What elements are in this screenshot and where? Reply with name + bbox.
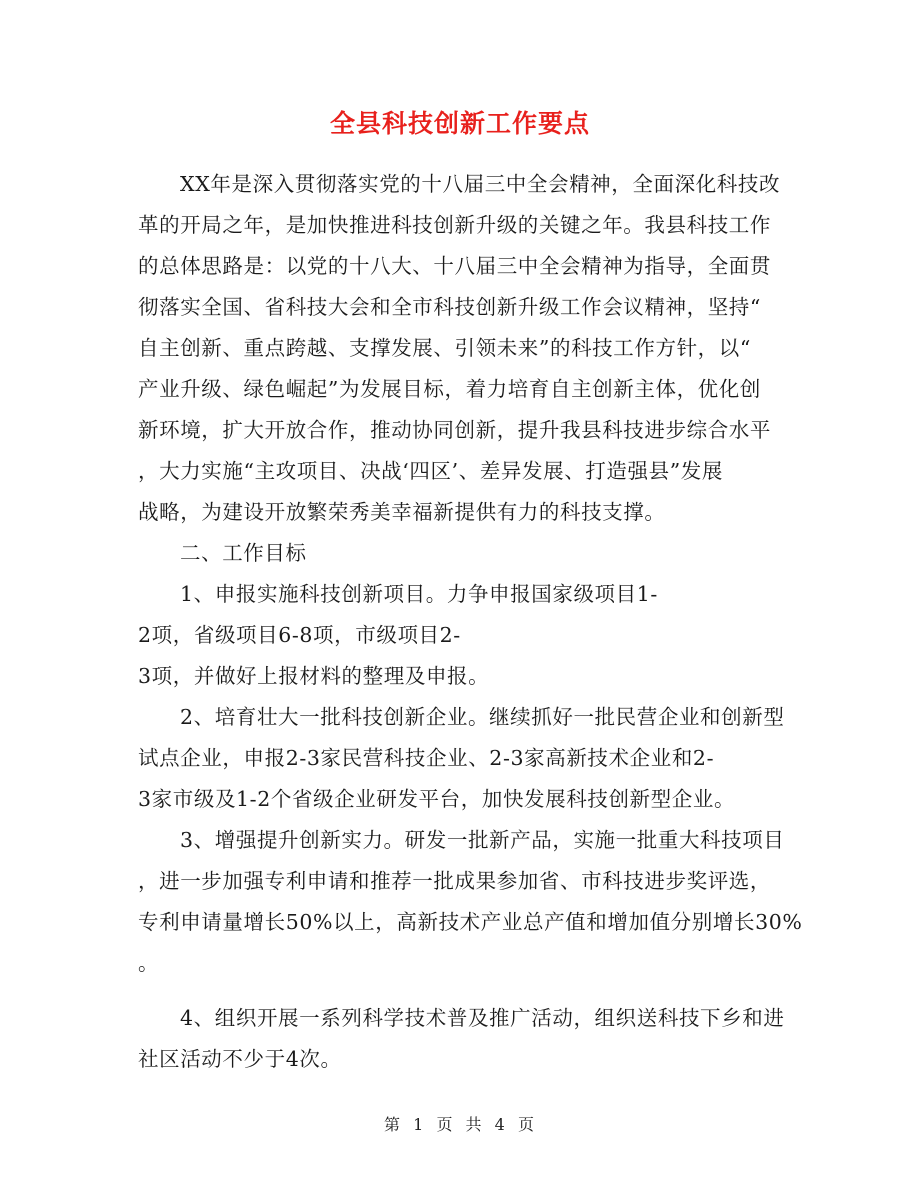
paragraph-line: 新环境，扩大开放合作，推动协同创新，提升我县科技进步综合水平 [138, 418, 771, 442]
paragraph-line: 自主创新、重点跨越、支撑发展、引领未来”的科技工作方针，以“ [138, 336, 751, 360]
paragraph-line: 专利申请量增长50%以上，高新技术产业总产值和增加值分别增长30% [138, 910, 803, 934]
paragraph-line: 3项，并做好上报材料的整理及申报。 [138, 664, 490, 688]
paragraph-line: 2、培育壮大一批科技创新企业。继续抓好一批民营企业和创新型 [180, 705, 785, 729]
paragraph-gap [138, 984, 788, 998]
page-footer [0, 1112, 920, 1135]
paragraph-line: 1、申报实施科技创新项目。力争申报国家级项目1- [180, 582, 658, 606]
paragraph-line: 3、增强提升创新实力。研发一批新产品，实施一批重大科技项目 [180, 828, 785, 852]
paragraph-line: 战略，为建设开放繁荣秀美幸福新提供有力的科技支撑。 [138, 500, 666, 524]
paragraph-line: 2项，省级项目6-8项，市级项目2- [138, 623, 461, 647]
paragraph-line: 社区活动不少于4次。 [138, 1047, 342, 1071]
section-heading: 二、工作目标 [180, 541, 307, 565]
document-title: 全县科技创新工作要点 [329, 109, 590, 138]
document-body [138, 164, 803, 1080]
footer-page-total: 4 [494, 1115, 507, 1134]
paragraph-line: 的总体思路是：以党的十八大、十八届三中全会精神为指导，全面贯 [138, 254, 771, 278]
paragraph-line: 4、组织开展一系列科学技术普及推广活动，组织送科技下乡和进 [180, 1006, 785, 1030]
paragraph-line: ，进一步加强专利申请和推荐一批成果参加省、市科技进步奖评选， [138, 869, 771, 893]
paragraph-line: ，大力实施“主攻项目、决战‘四区’、差异发展、打造强县”发展 [138, 459, 723, 483]
footer-label-gong: 共 [465, 1115, 484, 1134]
footer-page-current: 1 [413, 1115, 426, 1134]
paragraph-line: 3家市级及1-2个省级企业研发平台，加快发展科技创新型企业。 [138, 787, 736, 811]
footer-label-ye: 页 [436, 1115, 455, 1134]
paragraph-line: 试点企业，申报2-3家民营科技企业、2-3家高新技术企业和2- [138, 746, 715, 770]
paragraph-line: 。 [138, 951, 160, 975]
paragraph-line: 彻落实全国、省科技大会和全市科技创新升级工作会议精神，坚持“ [138, 295, 761, 319]
paragraph-line: 革的开局之年，是加快推进科技创新升级的关键之年。我县科技工作 [138, 213, 771, 237]
footer-label-di: 第 [384, 1115, 403, 1134]
paragraph-line: XX年是深入贯彻落实党的十八届三中全会精神，全面深化科技改 [180, 172, 781, 196]
paragraph-line: 产业升级、绿色崛起”为发展目标，着力培育自主创新主体，优化创 [138, 377, 761, 401]
footer-label-ye2: 页 [517, 1115, 536, 1134]
